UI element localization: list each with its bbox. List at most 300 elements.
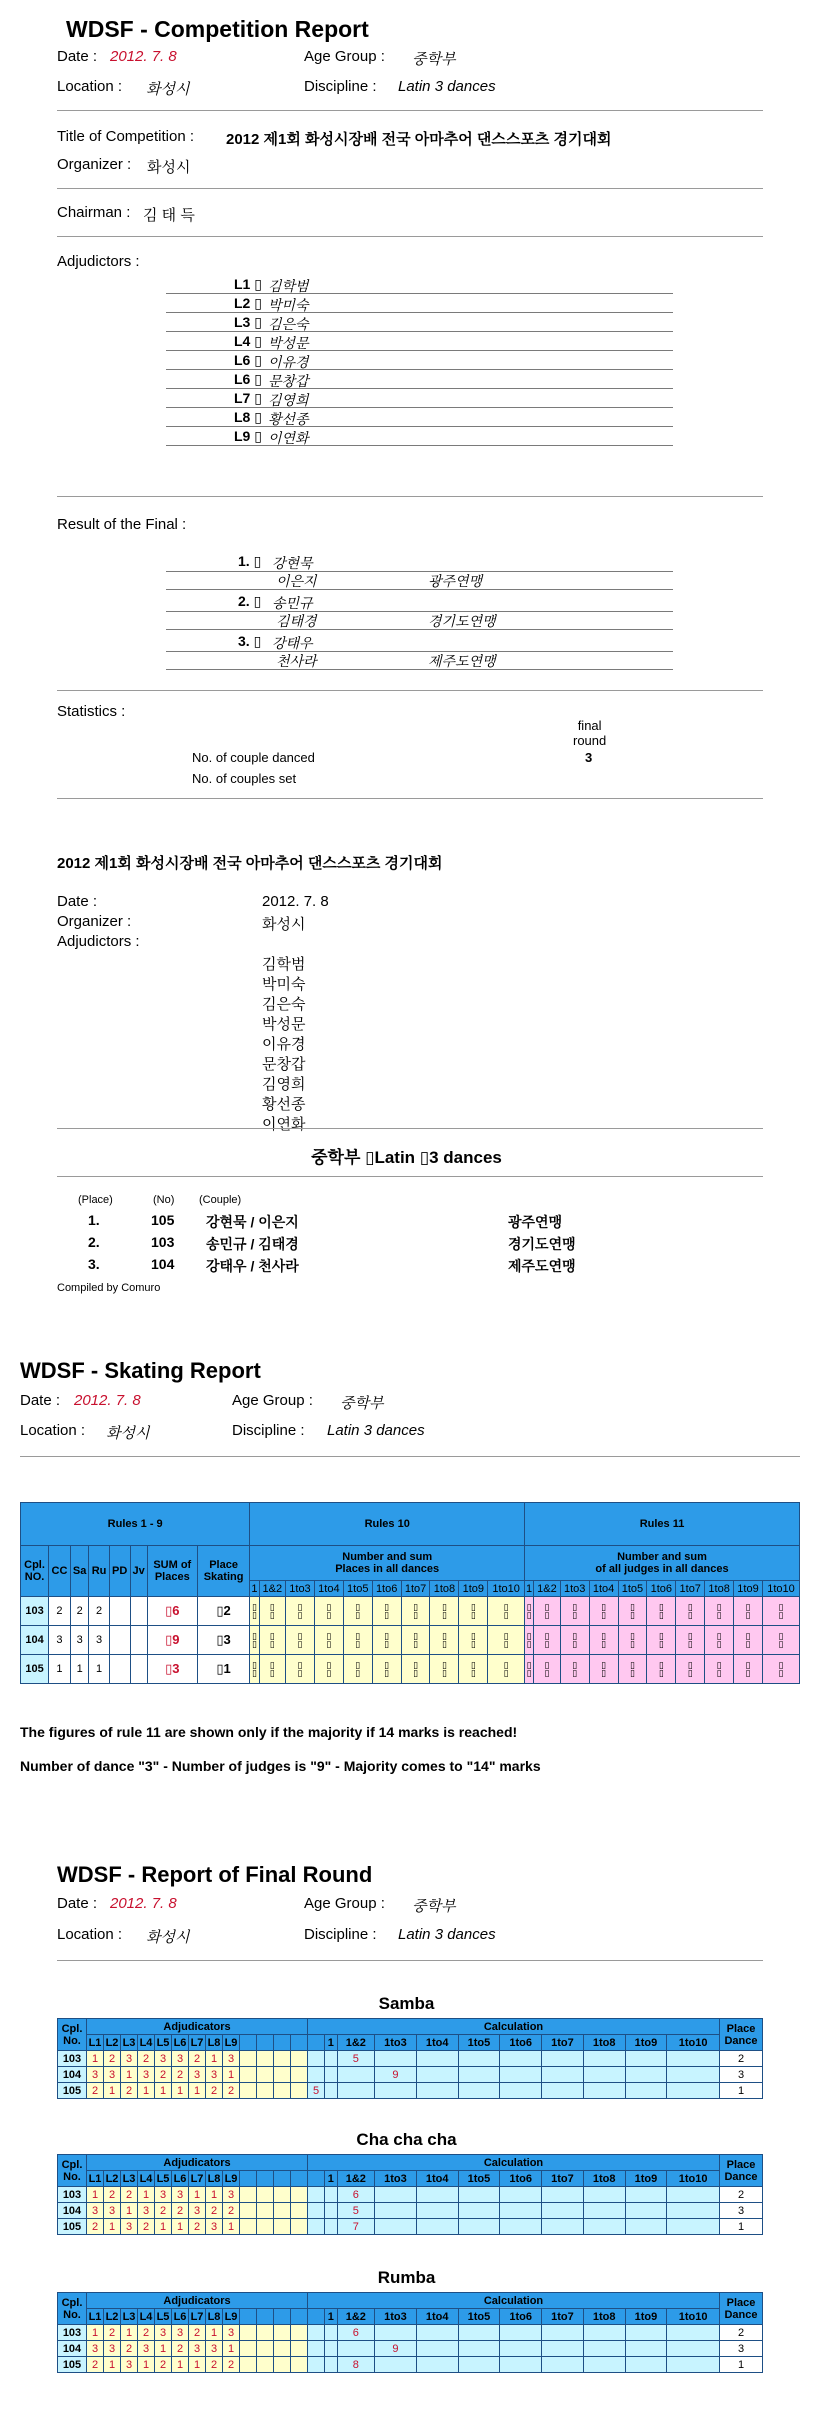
adjudicator-underline: [166, 293, 673, 294]
final-age-label: Age Group :: [304, 1895, 385, 1912]
judge-mark: 2: [206, 2083, 223, 2099]
judge-mark: 3: [172, 2187, 189, 2203]
judge-mark: 2: [104, 2187, 121, 2203]
judge-mark: 1: [189, 2083, 206, 2099]
dance-place: 3: [49, 1626, 71, 1655]
calculation-cell: [667, 2357, 720, 2373]
calculation-cell: [583, 2187, 625, 2203]
couple-number: 105: [58, 2083, 87, 2099]
judge-mark: 3: [189, 2203, 206, 2219]
summary-row-place: 2.: [88, 1234, 100, 1250]
judge-mark: 1: [138, 2083, 155, 2099]
range-col-header: 1to5: [343, 1581, 372, 1597]
dance-place: [130, 1655, 147, 1684]
calculation-cell: [500, 2187, 542, 2203]
judge-header: L5: [155, 2309, 172, 2325]
dance-place: 2: [70, 1597, 89, 1626]
adjudicator-name: 박성문: [268, 335, 309, 351]
calculation-cell: [325, 2067, 338, 2083]
lead-cell: [308, 2051, 325, 2067]
rule10-cell: ▯ ▯: [430, 1597, 459, 1626]
range-header: 1to6: [500, 2309, 542, 2325]
col-place-header: (Place): [78, 1194, 113, 1206]
rule11-cell: ▯ ▯: [560, 1626, 589, 1655]
result-lady: 이은지: [276, 573, 317, 589]
summary-adjudicator-name: 김학범: [262, 956, 306, 973]
empty-judge-cell: [240, 2203, 257, 2219]
divider: [57, 1128, 763, 1129]
place-skating: ▯3: [197, 1626, 250, 1655]
calculation-cell: 8: [337, 2357, 374, 2373]
adjudicator-underline: [166, 331, 673, 332]
skating-subheader-row: [21, 1546, 800, 1581]
place-dance: 1: [720, 2357, 763, 2373]
skating-age-label: Age Group :: [232, 1392, 313, 1409]
couple-number: 105: [21, 1655, 49, 1684]
range-header: 1to9: [625, 2171, 667, 2187]
final-location-label: Location :: [57, 1926, 123, 1943]
judge-header: L6: [172, 2035, 189, 2051]
result-underline: [166, 651, 673, 652]
range-header: 1to10: [667, 2035, 720, 2051]
judge-header: L6: [172, 2171, 189, 2187]
couple-number: 103: [58, 2187, 87, 2203]
calculation-cell: [458, 2325, 500, 2341]
calculation-cell: [458, 2341, 500, 2357]
adjudicator-name: 박미숙: [268, 297, 309, 313]
range-header: 1to4: [416, 2035, 458, 2051]
result-place: 1. ▯: [238, 553, 262, 569]
calculation-cell: [416, 2219, 458, 2235]
range-col-header: 1to9: [459, 1581, 488, 1597]
rule11-cell: ▯ ▯: [676, 1655, 705, 1684]
judge-mark: 2: [206, 2357, 223, 2373]
rule11-cell: ▯ ▯: [560, 1597, 589, 1626]
judge-mark: 1: [223, 2341, 240, 2357]
adjudicator-code: L4 ▯: [234, 333, 262, 349]
judge-header: L9: [223, 2171, 240, 2187]
judge-mark: 1: [172, 2357, 189, 2373]
lead-cell: [308, 2187, 325, 2203]
rule10-cell: ▯ ▯: [250, 1655, 259, 1684]
judge-header: L4: [138, 2309, 155, 2325]
rule10-cell: ▯ ▯: [343, 1655, 372, 1684]
adjudicator-code: L9 ▯: [234, 428, 262, 444]
dance-header-row: [58, 2293, 763, 2309]
final-discipline-value: Latin 3 dances: [398, 1926, 496, 1943]
calculation-cell: [500, 2219, 542, 2235]
empty-judge-cell: [274, 2203, 291, 2219]
summary-adjudicator-name: 박성문: [262, 1016, 306, 1033]
judge-mark: 3: [155, 2187, 172, 2203]
summary-date-label: Date :: [57, 893, 98, 910]
empty-judge-cell: [240, 2051, 257, 2067]
cpl-no-header: Cpl. No.: [58, 2155, 87, 2187]
judge-mark: 3: [138, 2203, 155, 2219]
rule11-cell: ▯ ▯: [705, 1626, 734, 1655]
range-header: 1to8: [583, 2035, 625, 2051]
place-dance-header: Place Dance: [720, 2293, 763, 2325]
calculation-cell: [542, 2067, 584, 2083]
judge-mark: 1: [189, 2357, 206, 2373]
divider: [20, 1456, 800, 1457]
range-header: 1to9: [625, 2035, 667, 2051]
empty-judge-cell: [274, 2325, 291, 2341]
couple-number: 103: [58, 2051, 87, 2067]
dance-table-rumba: [57, 2292, 763, 2373]
calculation-cell: [325, 2219, 338, 2235]
calculation-cell: [375, 2219, 417, 2235]
calculation-cell: [667, 2083, 720, 2099]
calculation-cell: [500, 2341, 542, 2357]
divider: [57, 798, 763, 799]
judge-mark: 3: [138, 2067, 155, 2083]
judge-mark: 1: [223, 2219, 240, 2235]
summary-adjudicators-label: Adjudictors :: [57, 933, 140, 950]
judge-mark: 1: [87, 2325, 104, 2341]
empty-judge-header: [240, 2035, 257, 2051]
summary-row-no: 105: [151, 1212, 175, 1228]
calculation-cell: [542, 2203, 584, 2219]
place-skating-header: Place Skating: [197, 1546, 250, 1597]
judge-header: L1: [87, 2309, 104, 2325]
place-dance-header: Place Dance: [720, 2019, 763, 2051]
judge-header: L9: [223, 2035, 240, 2051]
place-dance: 3: [720, 2341, 763, 2357]
summary-adjudicator-name: 김영희: [262, 1076, 306, 1093]
judge-mark: 1: [121, 2067, 138, 2083]
calculation-cell: [500, 2357, 542, 2373]
rule11-cell: ▯ ▯: [589, 1655, 618, 1684]
judge-mark: 3: [155, 2325, 172, 2341]
calculation-cell: [625, 2357, 667, 2373]
empty-judge-header: [274, 2171, 291, 2187]
final-age-value: 중학부: [412, 1898, 456, 1915]
summary-adjudicator-name: 이연화: [262, 1116, 306, 1133]
calculation-cell: [542, 2083, 584, 2099]
final-round-header: final round: [573, 718, 607, 748]
calculation-cell: [583, 2325, 625, 2341]
calculation-cell: [325, 2341, 338, 2357]
adjudicator-underline: [166, 407, 673, 408]
summary-adjudicator-name: 박미숙: [262, 976, 306, 993]
calculation-cell: [583, 2083, 625, 2099]
rule11-cell: ▯ ▯: [534, 1626, 561, 1655]
discipline-value: Latin 3 dances: [398, 78, 496, 95]
lead-header: [308, 2309, 325, 2325]
rule11-cell: ▯ ▯: [734, 1597, 763, 1626]
judge-header: L2: [104, 2309, 121, 2325]
judge-mark: 3: [189, 2067, 206, 2083]
empty-judge-cell: [257, 2187, 274, 2203]
adjudicator-code: L3 ▯: [234, 314, 262, 330]
adjudicator-underline: [166, 312, 673, 313]
skating-date-value: 2012. 7. 8: [74, 1392, 141, 1409]
couple-number: 103: [21, 1597, 49, 1626]
empty-judge-cell: [274, 2219, 291, 2235]
range-header: 1to5: [458, 2171, 500, 2187]
empty-judge-cell: [257, 2325, 274, 2341]
calculation-cell: [325, 2083, 338, 2099]
couple-number: 104: [58, 2067, 87, 2083]
dance-col-header: Ru: [89, 1546, 109, 1597]
rule11-cell: ▯ ▯: [618, 1626, 647, 1655]
judge-mark: 2: [223, 2203, 240, 2219]
dance-row: [58, 2067, 763, 2083]
judge-mark: 1: [206, 2187, 223, 2203]
adjudicator-underline: [166, 426, 673, 427]
divider: [57, 236, 763, 237]
judge-mark: 2: [172, 2341, 189, 2357]
lead-cell: [308, 2341, 325, 2357]
calculation-cell: [458, 2203, 500, 2219]
range-col-header: 1to3: [286, 1581, 315, 1597]
empty-judge-cell: [257, 2051, 274, 2067]
place-dance: 1: [720, 2219, 763, 2235]
rule10-cell: ▯ ▯: [343, 1597, 372, 1626]
range-col-header: 1to4: [314, 1581, 343, 1597]
range-header: 1: [325, 2171, 338, 2187]
calculation-cell: [625, 2187, 667, 2203]
dance-subheader-row: [58, 2171, 763, 2187]
result-club: 제주도연맹: [428, 653, 496, 669]
calculation-header: Calculation: [308, 2019, 720, 2035]
summary-row-place: 3.: [88, 1256, 100, 1272]
judge-mark: 2: [121, 2341, 138, 2357]
summary-row-no: 103: [151, 1234, 175, 1250]
statistics-label: Statistics :: [57, 703, 126, 720]
judge-mark: 2: [104, 2325, 121, 2341]
adjudicator-name: 황선종: [268, 411, 309, 427]
empty-judge-cell: [257, 2357, 274, 2373]
judge-header: L8: [206, 2171, 223, 2187]
judge-mark: 3: [87, 2067, 104, 2083]
lead-cell: [308, 2357, 325, 2373]
empty-judge-header: [291, 2171, 308, 2187]
calculation-cell: [667, 2051, 720, 2067]
rule11-cell: ▯ ▯: [762, 1597, 799, 1626]
dance-place: 1: [49, 1655, 71, 1684]
place-dance-header: Place Dance: [720, 2155, 763, 2187]
calculation-cell: [667, 2219, 720, 2235]
empty-judge-header: [291, 2309, 308, 2325]
judge-mark: 1: [104, 2083, 121, 2099]
rule11-cell: ▯ ▯: [734, 1626, 763, 1655]
rules-10-subheader: Number and sum Places in all dances: [250, 1546, 525, 1581]
rule11-cell: ▯ ▯: [705, 1655, 734, 1684]
divider: [57, 188, 763, 189]
judge-header: L3: [121, 2035, 138, 2051]
dance-row: [58, 2357, 763, 2373]
calculation-cell: [500, 2325, 542, 2341]
calculation-cell: [667, 2203, 720, 2219]
calculation-cell: [500, 2067, 542, 2083]
judge-mark: 1: [121, 2203, 138, 2219]
range-header: 1: [325, 2309, 338, 2325]
couples-set-label: No. of couples set: [192, 771, 297, 786]
calculation-cell: 9: [375, 2067, 417, 2083]
judge-mark: 3: [172, 2325, 189, 2341]
title-of-competition-value: 2012 제1회 화성시장배 전국 아마추어 댄스스포츠 경기대회: [226, 131, 612, 148]
judge-mark: 2: [138, 2051, 155, 2067]
range-header: 1to4: [416, 2309, 458, 2325]
rule10-cell: ▯ ▯: [372, 1655, 401, 1684]
rule11-cell: ▯ ▯: [705, 1597, 734, 1626]
adjudicators-header: Adjudicators: [87, 2155, 308, 2171]
calculation-header: Calculation: [308, 2293, 720, 2309]
title-of-competition-label: Title of Competition :: [57, 128, 194, 145]
rule11-cell: ▯ ▯: [618, 1597, 647, 1626]
judge-header: L7: [189, 2309, 206, 2325]
calculation-cell: [583, 2067, 625, 2083]
range-header: 1to8: [583, 2309, 625, 2325]
location-value: 화성시: [146, 81, 190, 98]
judge-mark: 3: [87, 2341, 104, 2357]
lead-header: [308, 2171, 325, 2187]
skating-location-value: 화성시: [106, 1425, 150, 1442]
summary-row-club: 경기도연맹: [508, 1236, 576, 1252]
adjudicator-name: 이유경: [268, 354, 309, 370]
result-club: 광주연맹: [428, 573, 483, 589]
summary-date-value: 2012. 7. 8: [262, 893, 329, 910]
range-header: 1&2: [337, 2035, 374, 2051]
adjudicator-name: 문창갑: [268, 373, 309, 389]
summary-row-couple: 강현묵 / 이은지: [206, 1214, 299, 1230]
range-header: 1&2: [337, 2171, 374, 2187]
empty-judge-cell: [291, 2083, 308, 2099]
range-col-header: 1to8: [705, 1581, 734, 1597]
dance-table-samba: [57, 2018, 763, 2099]
dance-col-header: Sa: [70, 1546, 89, 1597]
lead-cell: [308, 2203, 325, 2219]
place-skating: ▯2: [197, 1597, 250, 1626]
judge-mark: 2: [155, 2357, 172, 2373]
judge-mark: 3: [87, 2203, 104, 2219]
summary-organizer-label: Organizer :: [57, 913, 132, 930]
skating-report-title: WDSF - Skating Report: [20, 1358, 261, 1383]
result-underline: [166, 571, 673, 572]
calculation-cell: [583, 2219, 625, 2235]
date-label: Date :: [57, 48, 98, 65]
range-col-header: 1to7: [676, 1581, 705, 1597]
couple-number: 104: [21, 1626, 49, 1655]
empty-judge-header: [240, 2171, 257, 2187]
empty-judge-cell: [240, 2219, 257, 2235]
rule10-cell: ▯ ▯: [488, 1597, 525, 1626]
judge-header: L1: [87, 2171, 104, 2187]
judge-header: L5: [155, 2171, 172, 2187]
sum-places-header: SUM of Places: [147, 1546, 197, 1597]
rule10-cell: ▯ ▯: [372, 1597, 401, 1626]
calculation-cell: [500, 2051, 542, 2067]
calculation-cell: 6: [337, 2325, 374, 2341]
rule11-cell: ▯ ▯: [534, 1597, 561, 1626]
dance-col-header: PD: [109, 1546, 130, 1597]
place-dance: 1: [720, 2083, 763, 2099]
judge-header: L8: [206, 2035, 223, 2051]
range-header: 1to9: [625, 2309, 667, 2325]
calculation-cell: [542, 2341, 584, 2357]
dance-place: 2: [89, 1597, 109, 1626]
rule10-cell: ▯ ▯: [314, 1626, 343, 1655]
calculation-cell: [375, 2357, 417, 2373]
dance-place: [130, 1626, 147, 1655]
dance-name: Rumba: [377, 2268, 436, 2287]
dance-col-header: Jv: [130, 1546, 147, 1597]
calculation-cell: [416, 2325, 458, 2341]
empty-judge-cell: [291, 2187, 308, 2203]
calculation-cell: [542, 2051, 584, 2067]
calculation-cell: [542, 2357, 584, 2373]
rule10-cell: ▯ ▯: [259, 1597, 286, 1626]
dance-row: [58, 2187, 763, 2203]
calculation-cell: [416, 2357, 458, 2373]
judge-mark: 2: [189, 2219, 206, 2235]
empty-judge-cell: [240, 2357, 257, 2373]
lead-cell: 5: [308, 2083, 325, 2099]
summary-adjudicator-name: 김은숙: [262, 996, 306, 1013]
chairman-value: 김 태 득: [143, 207, 195, 224]
dance-name: Cha cha cha: [356, 2130, 457, 2149]
adjudicator-name: 김학범: [268, 278, 309, 294]
summary-organizer-value: 화성시: [262, 916, 306, 933]
rules-10-header: Rules 10: [250, 1503, 525, 1546]
rule10-cell: ▯ ▯: [459, 1655, 488, 1684]
calculation-cell: [337, 2341, 374, 2357]
result-label: Result of the Final :: [57, 516, 187, 533]
result-underline: [166, 629, 673, 630]
range-header: 1to7: [542, 2309, 584, 2325]
rule11-cell: ▯ ▯: [762, 1655, 799, 1684]
skating-table: [20, 1502, 800, 1684]
empty-judge-header: [274, 2035, 291, 2051]
range-col-header: 1&2: [534, 1581, 561, 1597]
rule10-cell: ▯ ▯: [401, 1597, 430, 1626]
place-dance: 3: [720, 2203, 763, 2219]
range-header: 1: [325, 2035, 338, 2051]
dance-place: 3: [70, 1626, 89, 1655]
empty-judge-header: [274, 2309, 291, 2325]
rule11-cell: ▯ ▯: [560, 1655, 589, 1684]
place-dance: 3: [720, 2067, 763, 2083]
adjudicator-code: L1 ▯: [234, 276, 262, 292]
judge-mark: 1: [189, 2187, 206, 2203]
judge-mark: 1: [206, 2325, 223, 2341]
judge-header: L2: [104, 2171, 121, 2187]
range-header: 1to3: [375, 2309, 417, 2325]
final-date-label: Date :: [57, 1895, 98, 1912]
chairman-label: Chairman :: [57, 204, 131, 221]
calculation-cell: 9: [375, 2341, 417, 2357]
calculation-cell: [500, 2203, 542, 2219]
rule10-cell: ▯ ▯: [259, 1655, 286, 1684]
rule10-cell: ▯ ▯: [430, 1626, 459, 1655]
dance-place: [109, 1655, 130, 1684]
judge-mark: 1: [206, 2051, 223, 2067]
calculation-cell: [416, 2067, 458, 2083]
rule10-cell: ▯ ▯: [286, 1655, 315, 1684]
adjudicators-header: Adjudicators: [87, 2019, 308, 2035]
rule11-cell: ▯ ▯: [647, 1597, 676, 1626]
calculation-header: Calculation: [308, 2155, 720, 2171]
dance-row: [58, 2325, 763, 2341]
judge-mark: 2: [87, 2357, 104, 2373]
skating-header-row: [21, 1503, 800, 1546]
judge-mark: 2: [121, 2187, 138, 2203]
adjudicator-code: L2 ▯: [234, 295, 262, 311]
rule10-cell: ▯ ▯: [459, 1626, 488, 1655]
judge-mark: 1: [138, 2357, 155, 2373]
